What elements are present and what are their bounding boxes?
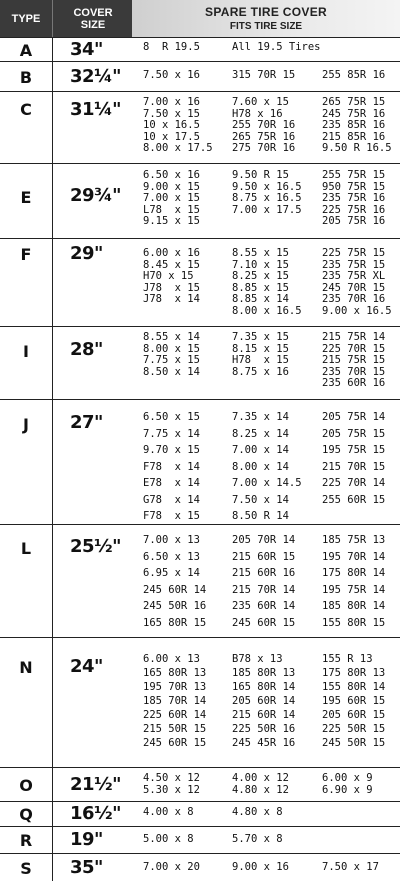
cover-size-cell: 34": [70, 39, 103, 60]
tire-size: 7.50 x 16: [143, 69, 200, 81]
cover-size-cell: 35": [70, 857, 103, 878]
table-row: [0, 637, 400, 767]
table-row: [0, 163, 400, 238]
row-divider: [0, 767, 400, 768]
tire-size-column-c3: [322, 862, 379, 874]
tire-size: 185 70R 14: [143, 695, 207, 707]
tire-size: 9.70 x 15: [143, 444, 200, 456]
column-divider: [52, 326, 53, 399]
tire-size: 245 50R 15: [322, 737, 386, 749]
tire-size-column-c3: [322, 532, 385, 631]
tire-size: 225 75R 16: [322, 203, 386, 216]
tire-size: 7.00 x 13: [143, 534, 200, 546]
tire-size: 10 x 17.5: [143, 130, 200, 143]
tire-size: 235 85R 16: [322, 119, 386, 131]
tire-size: 205 75R 16: [322, 215, 386, 227]
tire-size: 5.30 x 12: [143, 783, 200, 796]
type-cell: E: [20, 188, 32, 207]
header-cover-line1: COVER: [73, 6, 113, 19]
tire-size: 195 70R 14: [322, 550, 386, 563]
header-spare-tire-cover: [132, 0, 400, 37]
type-cell: Q: [19, 805, 33, 824]
tire-size: All 19.5 Tires: [232, 41, 321, 53]
tire-size: H70 x 15: [143, 270, 194, 282]
row-divider: [0, 37, 400, 38]
tire-size: 8.55 x 14: [143, 331, 200, 343]
tire-size: 255 60R 15: [322, 493, 386, 506]
row-divider: [0, 61, 400, 62]
tire-size: 8.00 x 16.5: [232, 304, 302, 317]
tire-size: 165 80R 14: [232, 681, 296, 693]
column-divider: [52, 524, 53, 637]
cover-size-cell: 21½": [70, 774, 122, 795]
column-divider: [52, 61, 53, 91]
column-divider: [52, 637, 53, 767]
type-cell: J: [23, 415, 29, 434]
tire-size-column-c3: [322, 248, 392, 317]
tire-size: 185 75R 13: [322, 534, 386, 546]
tire-size: 215 75R 14: [322, 331, 386, 343]
tire-size: 7.00 x 16: [143, 96, 200, 108]
tire-size: 9.50 R 15: [232, 169, 289, 181]
tire-size: 205 75R 14: [322, 411, 386, 423]
type-cell: O: [19, 776, 33, 795]
tire-size: 6.95 x 14: [143, 567, 200, 579]
tire-size: 215 70R 15: [322, 460, 386, 473]
tire-size: 235 75R 16: [322, 192, 386, 204]
tire-size: B78 x 13: [232, 653, 283, 665]
tire-size: 7.00 x 20: [143, 861, 200, 873]
tire-size: 215 50R 15: [143, 723, 207, 735]
column-divider: [52, 853, 53, 881]
type-cell: C: [20, 100, 32, 119]
tire-size-column-c3: [322, 773, 373, 796]
tire-size: 8 R 19.5: [143, 41, 200, 53]
tire-size: 8.55 x 15: [232, 247, 289, 259]
tire-size: 9.50 R 16.5: [322, 142, 392, 154]
tire-size: 9.00 x 15: [143, 180, 200, 193]
tire-size: 8.15 x 15: [232, 342, 289, 355]
tire-size: 225 75R 15: [322, 247, 386, 259]
tire-size-column-c2: [232, 70, 295, 82]
tire-size: 155 80R 14: [322, 681, 386, 693]
tire-size: 195 75R 14: [322, 583, 386, 596]
type-cell: F: [20, 245, 32, 264]
table-row: [0, 853, 400, 881]
tire-size: 7.10 x 15: [232, 258, 289, 271]
table-row: [0, 399, 400, 524]
tire-size: 9.50 x 16.5: [232, 180, 302, 193]
tire-size: 205 75R 15: [322, 427, 386, 440]
tire-size: 7.00 x 14: [232, 444, 289, 456]
tire-size: 155 R 13: [322, 653, 373, 665]
column-divider: [52, 399, 53, 524]
tire-size: 7.00 x 14.5: [232, 477, 302, 489]
tire-size: 205 60R 14: [232, 695, 296, 707]
column-divider: [52, 37, 53, 61]
tire-size: 9.00 x 16.5: [322, 304, 392, 317]
tire-size-column-c2: [232, 97, 295, 155]
tire-size-column-c3: [322, 97, 392, 155]
tire-size: 5.00 x 8: [143, 833, 194, 845]
tire-size: 6.00 x 16: [143, 247, 200, 259]
tire-size: 185 80R 14: [322, 600, 386, 612]
tire-size: 205 70R 14: [232, 534, 296, 546]
tire-size: 235 60R 14: [232, 600, 296, 612]
table-row: [0, 767, 400, 801]
tire-size: 7.50 x 15: [143, 107, 200, 120]
tire-size: H78 x 15: [232, 354, 289, 366]
tire-size: 235 75R XL: [322, 270, 386, 282]
tire-size: 10 x 16.5: [143, 119, 200, 131]
tire-size: 6.50 x 16: [143, 169, 200, 181]
tire-size: 7.50 x 17: [322, 861, 379, 873]
type-cell: A: [19, 41, 33, 60]
tire-size: 8.25 x 14: [232, 427, 289, 440]
row-divider: [0, 853, 400, 854]
tire-size: 195 70R 13: [143, 681, 207, 693]
table-header: [0, 0, 400, 37]
tire-size: 245 50R 16: [143, 600, 207, 612]
table-row: [0, 91, 400, 163]
tire-size: 255 85R 16: [322, 69, 386, 81]
tire-size: 4.00 x 12: [232, 772, 289, 784]
tire-size-column-c1: [143, 773, 200, 796]
row-divider: [0, 163, 400, 164]
tire-size-column-c2: [232, 532, 295, 631]
tire-size: 205 60R 15: [322, 709, 386, 721]
tire-size: 235 70R 15: [322, 365, 386, 378]
row-divider: [0, 399, 400, 400]
tire-size-column-c3: [322, 332, 385, 390]
tire-size-column-c1: [143, 862, 200, 874]
tire-size: 215 70R 14: [232, 583, 296, 596]
tire-size: 6.50 x 15: [143, 411, 200, 423]
tire-size-column-c2: [232, 773, 289, 796]
cover-size-cell: 29¾": [70, 185, 122, 206]
row-divider: [0, 238, 400, 239]
header-spare-line2: FITS TIRE SIZE: [229, 21, 303, 32]
tire-size: 8.25 x 15: [232, 270, 289, 282]
tire-size: 165 80R 15: [143, 616, 207, 629]
cover-size-cell: 32¼": [70, 66, 122, 87]
tire-size: 7.00 x 15: [143, 192, 200, 204]
tire-size-column-c2: [232, 170, 302, 216]
tire-size-column-c1: [143, 248, 200, 306]
tire-size-column-c3: [322, 652, 385, 750]
tire-size: 7.75 x 14: [143, 427, 200, 440]
tire-size: 225 70R 14: [322, 477, 386, 489]
tire-size-column-c2: [232, 652, 295, 750]
tire-size: 8.45 x 15: [143, 258, 200, 271]
tire-size-column-c1: [143, 170, 200, 228]
tire-size-column-c1: [143, 42, 200, 54]
tire-size: 7.00 x 17.5: [232, 203, 302, 216]
tire-size: 245 70R 15: [322, 281, 386, 294]
tire-size-column-c1: [143, 807, 194, 819]
tire-size: 185 80R 13: [232, 667, 296, 679]
column-divider: [52, 767, 53, 801]
tire-size: 215 60R 15: [232, 550, 296, 563]
row-divider: [0, 91, 400, 92]
tire-size: 9.00 x 16: [232, 861, 289, 873]
tire-size: 265 75R 16: [232, 130, 296, 143]
tire-size: 8.75 x 16: [232, 365, 289, 378]
tire-size-column-c3: [322, 170, 385, 228]
tire-size: 275 70R 16: [232, 142, 296, 154]
tire-size: 8.75 x 16.5: [232, 192, 302, 204]
tire-size: 225 50R 15: [322, 723, 386, 735]
tire-size: 215 85R 16: [322, 130, 386, 143]
tire-size: 8.85 x 14: [232, 293, 289, 305]
tire-size: 8.00 x 17.5: [143, 142, 213, 154]
type-cell: L: [20, 539, 32, 558]
tire-size: 215 60R 16: [232, 567, 296, 579]
tire-size: 7.35 x 15: [232, 331, 289, 343]
tire-size: J78 x 14: [143, 293, 200, 305]
tire-size: 7.50 x 14: [232, 493, 289, 506]
tire-size: 165 80R 13: [143, 667, 207, 679]
tire-size: 175 80R 13: [322, 667, 386, 679]
tire-size-column-c3: [322, 409, 385, 508]
tire-size: 4.00 x 8: [143, 806, 194, 818]
cover-size-cell: 28": [70, 339, 103, 360]
tire-size: H78 x 16: [232, 107, 283, 120]
tire-size: 6.00 x 9: [322, 772, 373, 784]
tire-size: E78 x 14: [143, 477, 200, 489]
type-cell: S: [20, 859, 32, 878]
tire-size-column-c2: [232, 42, 321, 54]
tire-size: 5.70 x 8: [232, 833, 283, 845]
tire-size: 255 70R 16: [232, 119, 296, 131]
tire-size: J78 x 15: [143, 281, 200, 294]
tire-size: 8.00 x 15: [143, 342, 200, 355]
table-row: [0, 37, 400, 61]
row-divider: [0, 826, 400, 827]
tire-size-column-c1: [143, 70, 200, 82]
cover-size-cell: 31¼": [70, 99, 122, 120]
tire-size: G78 x 14: [143, 493, 200, 506]
column-divider: [52, 801, 53, 826]
tire-size: 8.50 R 14: [232, 510, 289, 522]
tire-size: 7.35 x 14: [232, 411, 289, 423]
tire-size: 235 70R 16: [322, 293, 386, 305]
tire-size-column-c1: [143, 97, 213, 155]
tire-size: 4.80 x 12: [232, 783, 289, 796]
tire-size: 8.85 x 15: [232, 281, 289, 294]
table-row: [0, 524, 400, 637]
tire-size: 245 60R 15: [143, 737, 207, 749]
tire-size: 245 60R 15: [232, 616, 296, 629]
column-divider: [52, 91, 53, 163]
header-cover-size: [52, 0, 133, 37]
tire-size: 6.90 x 9: [322, 783, 373, 796]
tire-size: 175 80R 14: [322, 567, 386, 579]
row-divider: [0, 326, 400, 327]
cover-size-cell: 29": [70, 243, 103, 264]
tire-size-column-c2: [232, 807, 283, 819]
tire-size: 4.80 x 8: [232, 806, 283, 818]
cover-size-cell: 25½": [70, 536, 122, 557]
header-type: TYPE: [0, 0, 52, 37]
tire-size-column-c2: [232, 834, 283, 846]
row-divider: [0, 637, 400, 638]
tire-size: 950 75R 15: [322, 180, 386, 193]
tire-size-column-c2: [232, 248, 302, 317]
column-divider: [52, 826, 53, 853]
tire-size: 195 75R 15: [322, 444, 386, 456]
cover-size-cell: 16½": [70, 803, 122, 824]
tire-size: 265 75R 15: [322, 96, 386, 108]
tire-size: 235 75R 15: [322, 258, 386, 271]
type-cell: I: [23, 342, 29, 361]
tire-size: 225 60R 14: [143, 709, 207, 721]
tire-size: 4.50 x 12: [143, 772, 200, 784]
tire-size-column-c2: [232, 862, 289, 874]
cover-size-cell: 24": [70, 656, 103, 677]
tire-size-column-c3: [322, 70, 385, 82]
table-row: [0, 801, 400, 826]
tire-size-column-c2: [232, 409, 302, 525]
tire-size: 235 60R 16: [322, 377, 386, 389]
tire-size: F78 x 14: [143, 460, 200, 473]
tire-size: 245 75R 16: [322, 107, 386, 120]
table-row: [0, 238, 400, 326]
table-row: [0, 326, 400, 399]
header-cover-line2: SIZE: [80, 18, 106, 31]
tire-size: 195 60R 15: [322, 695, 386, 707]
table-row: [0, 61, 400, 91]
tire-size: 245 60R 14: [143, 583, 207, 596]
tire-size: 6.50 x 13: [143, 550, 200, 563]
tire-size: 8.00 x 14: [232, 460, 289, 473]
tire-size: 155 80R 15: [322, 616, 386, 629]
tire-size-column-c1: [143, 409, 200, 525]
tire-size-column-c1: [143, 652, 206, 750]
tire-size: F78 x 15: [143, 510, 200, 522]
tire-size: 225 70R 15: [322, 342, 386, 355]
column-divider: [52, 163, 53, 238]
tire-size: 225 50R 16: [232, 723, 296, 735]
tire-size: 245 45R 16: [232, 737, 296, 749]
tire-size: 315 70R 15: [232, 69, 296, 81]
type-cell: N: [19, 658, 33, 677]
tire-size: 9.15 x 15: [143, 215, 200, 227]
tire-size: L78 x 15: [143, 203, 200, 216]
row-divider: [0, 801, 400, 802]
tire-size: 8.50 x 14: [143, 365, 200, 378]
tire-size: 215 75R 15: [322, 354, 386, 366]
table-row: [0, 826, 400, 853]
type-cell: R: [19, 831, 33, 850]
tire-size: 7.75 x 15: [143, 354, 200, 366]
tire-size: 6.00 x 13: [143, 653, 200, 665]
tire-size-column-c2: [232, 332, 289, 378]
tire-size-column-c1: [143, 332, 200, 378]
tire-size: 255 75R 15: [322, 169, 386, 181]
tire-size: 7.60 x 15: [232, 96, 289, 108]
column-divider: [52, 238, 53, 326]
type-cell: B: [19, 68, 33, 87]
tire-size-column-c1: [143, 532, 206, 631]
tire-size: 215 60R 14: [232, 709, 296, 721]
header-spare-line1: SPARE TIRE COVER: [205, 5, 327, 19]
cover-size-cell: 27": [70, 412, 103, 433]
row-divider: [0, 524, 400, 525]
tire-size-column-c1: [143, 834, 194, 846]
cover-size-cell: 19": [70, 829, 103, 850]
